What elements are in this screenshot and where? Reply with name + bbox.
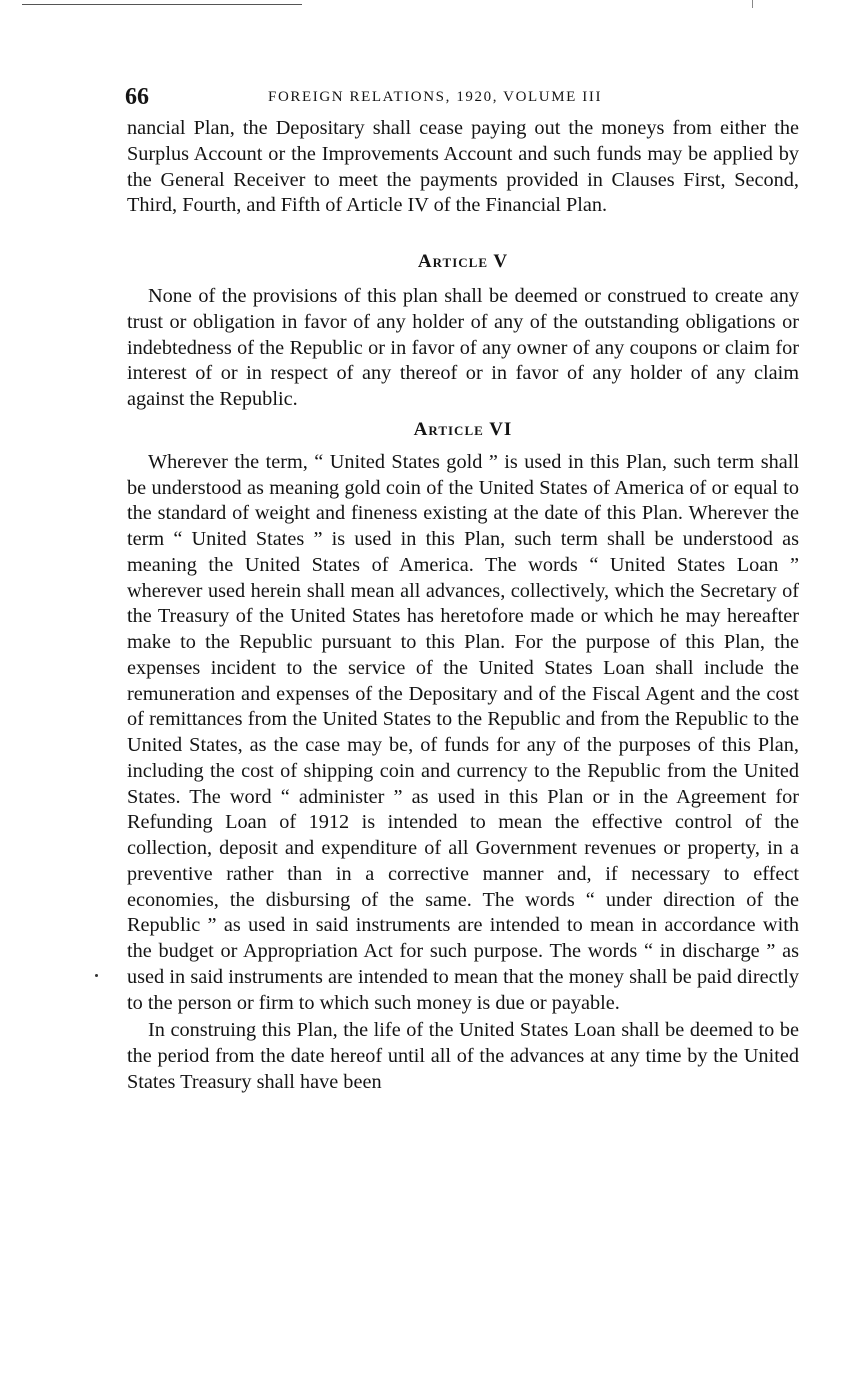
top-edge-rule: [22, 4, 302, 5]
article-vi-paragraph: Wherever the term, “ United States gold ” is used in this Plan, such term shall be understood as meaning gold coin of the United States of America of or equal to the standard of weight and fineness existing at the date of this Plan. Wherever the term “ United States ” is used in this Plan, such term shall be understood as meaning the United States of America. The words “ United States Loan ” wherever used herein shall mean all advances, collectively, which the Secretary of the Treasury of the United States has heretofore made or which he may hereafter make to the Republic pursuant to this Plan. For the purpose of this Plan, the expenses incident to the service of the United States Loan shall include the remuneration and expenses of the Depositary and of the Fiscal Agent and the cost of remittances from the United States to the Republic and from the Republic to the United States, as the case may be, of funds for any of the purposes of this Plan, including the cost of shipping coin and currency to the Republic from the United States. The word “ administer ” as used in this Plan or in the Agreement for Refunding Loan of 1912 is intended to mean the effective control of the collection, deposit and expenditure of all Government revenues or property, in a preventive rather than in a corrective manner and, if necessary to effect economies, the disbursing of the same. The words “ under direction of the Republic ” as used in said instruments are intended to mean in accordance with the budget or Appropriation Act for such purpose. The words “ in discharge ” as used in said instruments are intended to mean that the money shall be paid directly to the person or firm to which such money is due or payable.: [127, 450, 799, 1014]
article-vi-heading: Article VI: [413, 418, 513, 440]
article-v-heading: Article V: [417, 251, 509, 272]
article-v-paragraph: None of the provisions of this plan shall be deemed or construed to create any trust or obligation in favor of any holder of any of the outstanding obligations or indebtedness of the Republic or in favor of any owner of any coupons or claim for interest of or in respect of any thereof or in favor of any holder of any claim against the Republic.: [127, 285, 799, 410]
running-head: [127, 82, 799, 116]
continued-paragraph: nancial Plan, the Depositary shall cease paying out the moneys from either the Surplus Account or the Improvements Account and such funds may be applied by the General Receiver to meet the payments provided in Clauses First, Second, Third, Fourth, and Fifth of Article IV of the Financial Plan.: [127, 117, 799, 217]
page-number: 66: [125, 84, 149, 110]
corner-tick-mark: [752, 0, 753, 8]
construing-paragraph: In construing this Plan, the life of the United States Loan shall be deemed to be the period from the date hereof until all of the advances at any time by the United States Treasury shall have been: [127, 1019, 799, 1093]
document-page: [127, 82, 799, 1096]
margin-ink-dot: [95, 974, 98, 977]
running-title: FOREIGN RELATIONS, 1920, VOLUME III: [268, 89, 603, 105]
